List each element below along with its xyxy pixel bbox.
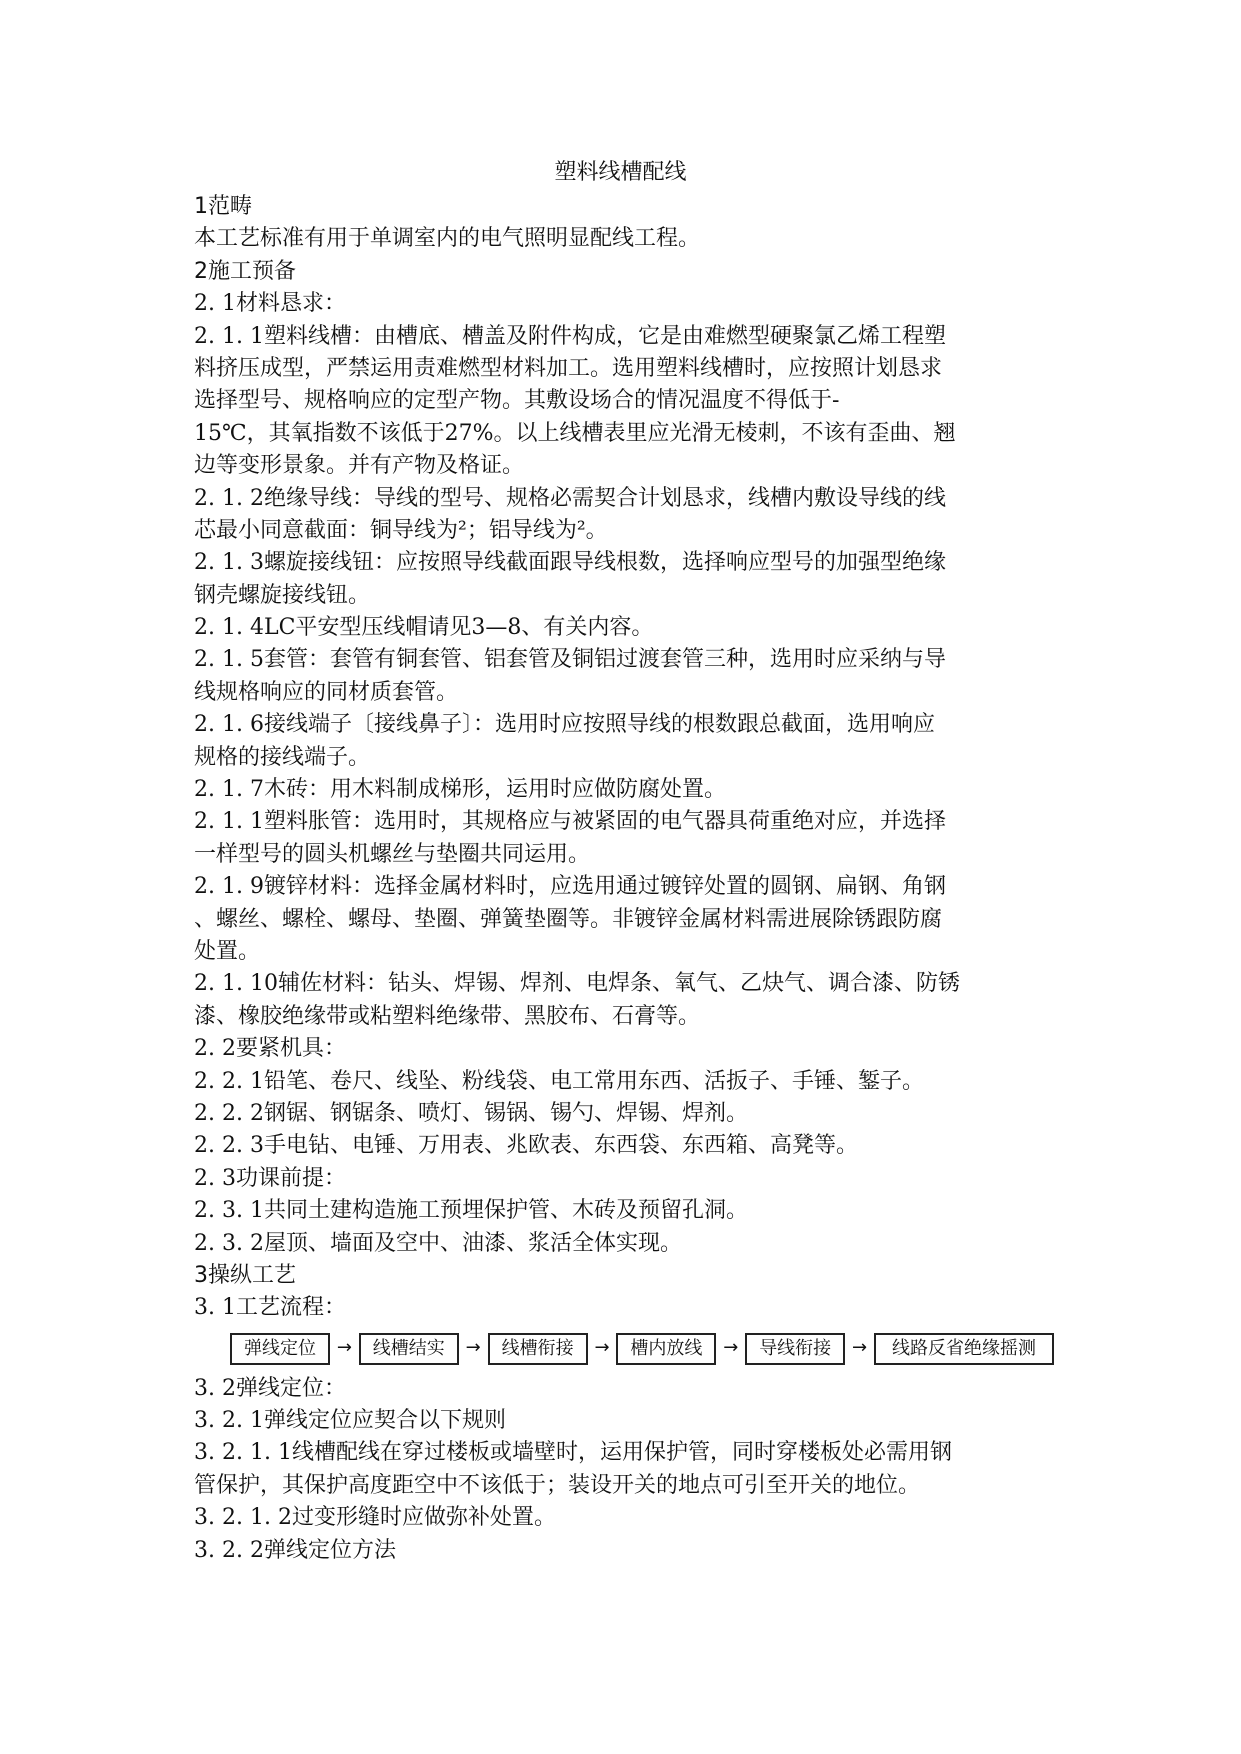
text-line: 2. 1. 1塑料线槽：由槽底、槽盖及附件构成，它是由难燃型硬聚氯乙烯工程塑 [194,323,946,349]
text-line: 2. 1. 9镀锌材料：选择金属材料时，应选用通过镀锌处置的圆钢、扁钢、角钢 [194,874,946,900]
text-line: 2. 1. 5套管：套管有铜套管、铝套管及铜铝过渡套管三种，选用时应采纳与导 [194,647,946,673]
flow-step-box: 线路反省绝缘摇测 [874,1333,1054,1365]
text-line: 2. 3. 1共同土建构造施工预埋保护管、木砖及预留孔洞。 [194,1198,748,1224]
section-heading: 1范畴 [194,194,252,219]
flow-step-box: 线槽衔接 [488,1333,588,1365]
text-line: 15℃，其氧指数不该低于27%。以上线槽表里应光滑无棱刺，不该有歪曲、翘 [194,420,956,446]
section-heading: 3操纵工艺 [194,1262,296,1288]
flow-arrow-icon: → [723,1337,739,1359]
flow-arrow-icon: → [852,1337,868,1359]
text-block-before-flow [194,191,1054,1325]
text-line: 2. 1材料恳求： [194,291,346,317]
text-line: 2. 1. 2绝缘导线：导线的型号、规格必需契合计划恳求，线槽内敷设导线的线 [194,485,946,511]
text-line: 2. 2. 3手电钻、电锤、万用表、兆欧表、东西袋、东西箱、高凳等。 [194,1133,858,1159]
process-flow-diagram [194,1325,1054,1373]
text-line: 规格的接线端子。 [194,744,371,770]
flow-arrow-icon: → [465,1337,481,1359]
text-line: 2. 1. 6接线端子〔接线鼻子〕：选用时应按照导线的根数跟总截面，选用响应 [194,712,935,738]
flow-step-box: 弹线定位 [230,1333,330,1365]
document-body [194,191,1054,1567]
text-line: 选择型号、规格响应的定型产物。其敷设场合的情况温度不得低于- [194,388,840,414]
text-block-after-flow [194,1373,1054,1567]
text-line: 2. 1. 3螺旋接线钮：应按照导线截面跟导线根数，选择响应型号的加强型绝缘 [194,550,946,576]
text-line: 2. 3. 2屋顶、墙面及空中、油漆、浆活全体实现。 [194,1230,682,1256]
flow-step-box: 线槽结实 [359,1333,459,1365]
text-line: 边等变形景象。并有产物及格证。 [194,453,525,479]
flow-arrow-icon: → [594,1337,610,1359]
text-line: 线规格响应的同材质套管。 [194,679,459,705]
document-title: 塑料线槽配线 [554,160,687,185]
text-line: 3. 1工艺流程： [194,1295,346,1321]
text-line: 、螺丝、螺栓、螺母、垫圈、弹簧垫圈等。非镀锌金属材料需进展除锈跟防腐 [194,906,943,932]
text-line: 本工艺标准有用于单调室内的电气照明显配线工程。 [194,226,701,252]
text-line: 管保护，其保护高度距空中不该低于；装设开关的地点可引至开关的地位。 [194,1472,921,1498]
text-line: 2. 1. 10辅佐材料：钻头、焊锡、焊剂、电焊条、氧气、乙炔气、调合漆、防锈 [194,971,960,997]
section-heading: 2施工预备 [194,258,296,284]
text-line: 芯最小同意截面：铜导线为²；铝导线为²。 [194,517,608,543]
text-line: 2. 3功课前提： [194,1165,346,1191]
text-line: 3. 2弹线定位： [194,1375,346,1401]
text-line: 2. 2要紧机具： [194,1036,346,1062]
text-line: 钢壳螺旋接线钮。 [194,582,371,608]
text-line: 2. 2. 2钢锯、钢锯条、喷灯、锡锅、锡勺、焊锡、焊剂。 [194,1100,748,1126]
text-line: 3. 2. 1. 1线槽配线在穿过楼板或墙壁时，运用保护管，同时穿楼板处必需用钢 [194,1440,952,1466]
text-line: 2. 1. 7木砖：用木料制成梯形，运用时应做防腐处置。 [194,777,726,803]
text-line: 3. 2. 1. 2过变形缝时应做弥补处置。 [194,1505,556,1531]
text-line: 3. 2. 2弹线定位方法 [194,1537,396,1563]
text-line: 2. 1. 1塑料胀管：选用时，其规格应与被紧固的电气器具荷重绝对应，并选择 [194,809,946,835]
text-line: 料挤压成型，严禁运用责难燃型材料加工。选用塑料线槽时，应按照计划恳求 [194,355,943,381]
flow-step-box: 槽内放线 [616,1333,716,1365]
flow-step-box: 导线衔接 [745,1333,845,1365]
text-line: 2. 2. 1铅笔、卷尺、线坠、粉线袋、电工常用东西、活扳子、手锤、錾子。 [194,1068,924,1094]
text-line: 3. 2. 1弹线定位应契合以下规则 [194,1408,506,1434]
text-line: 处置。 [194,938,261,964]
text-line: 一样型号的圆头机螺丝与垫圈共同运用。 [194,841,591,867]
text-line: 漆、橡胶绝缘带或粘塑料绝缘带、黑胶布、石膏等。 [194,1003,701,1029]
text-line: 2. 1. 4LC平安型压线帽请见3—8、有关内容。 [194,615,654,641]
flow-arrow-icon: → [336,1337,352,1359]
